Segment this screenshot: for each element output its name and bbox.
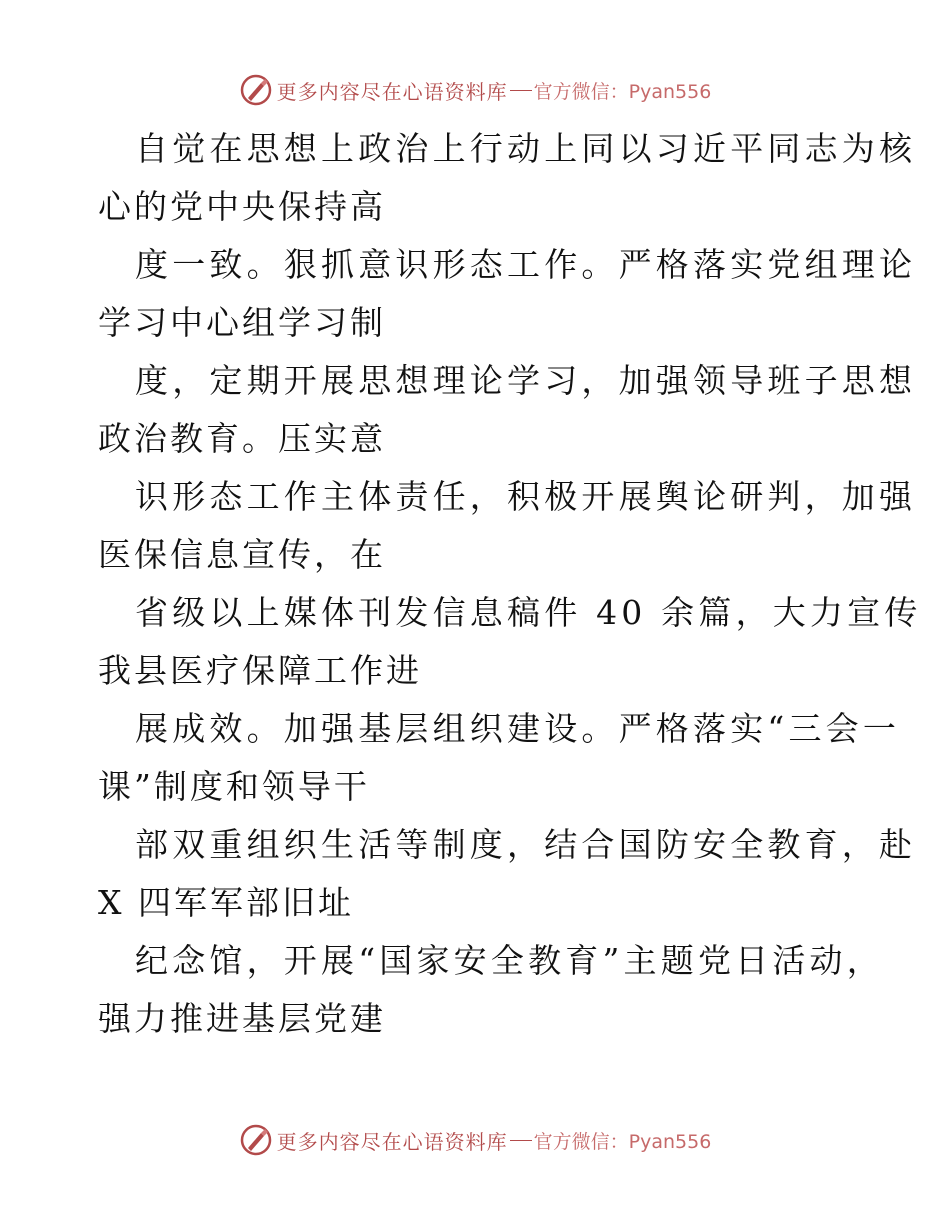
paragraph-line: 医保信息宣传，在 xyxy=(98,535,386,574)
paragraph-line: 自觉在思想上政治上行动上同以习近平同志为核 xyxy=(135,129,917,168)
paragraph-line: 政治教育。压实意 xyxy=(98,419,386,458)
paragraph-line: 课”制度和领导干 xyxy=(98,767,370,806)
paragraph-line: 学习中心组学习制 xyxy=(98,303,386,342)
pen-logo-icon xyxy=(239,1123,273,1157)
banner-dash xyxy=(510,90,532,91)
banner-suffix: 官方微信：Pyan556 xyxy=(533,80,712,103)
paragraph-line: 心的党中央保持高 xyxy=(98,187,386,226)
paragraph-line: 识形态工作主体责任，积极开展舆论研判，加强 xyxy=(135,477,917,516)
banner-suffix: 官方微信：Pyan556 xyxy=(533,1130,712,1153)
paragraph-line: 度，定期开展思想理论学习，加强领导班子思想 xyxy=(135,361,917,400)
document-body xyxy=(98,120,922,1048)
paragraph-line: 度一致。狠抓意识形态工作。严格落实党组理论 xyxy=(135,245,917,284)
pen-logo-icon xyxy=(239,73,273,107)
paragraph-line: 省级以上媒体刊发信息稿件 40 余篇，大力宣传 xyxy=(135,593,922,632)
paragraph-line: 我县医疗保障工作进 xyxy=(98,651,422,690)
paragraph-line: 纪念馆，开展“国家安全教育”主题党日活动， xyxy=(135,941,884,980)
paragraph-line: 展成效。加强基层组织建设。严格落实“三会一 xyxy=(135,709,901,748)
paragraph-line: 部双重组织生活等制度，结合国防安全教育，赴 xyxy=(135,825,917,864)
header-watermark-banner xyxy=(0,70,950,110)
paragraph-line: 强力推进基层党建 xyxy=(98,999,386,1038)
banner-text: 更多内容尽在心语资料库 xyxy=(276,79,508,104)
banner-text: 更多内容尽在心语资料库 xyxy=(276,1129,508,1154)
footer-watermark-banner xyxy=(0,1120,950,1160)
banner-dash xyxy=(510,1140,532,1141)
paragraph-line: X 四军军部旧址 xyxy=(98,883,354,922)
